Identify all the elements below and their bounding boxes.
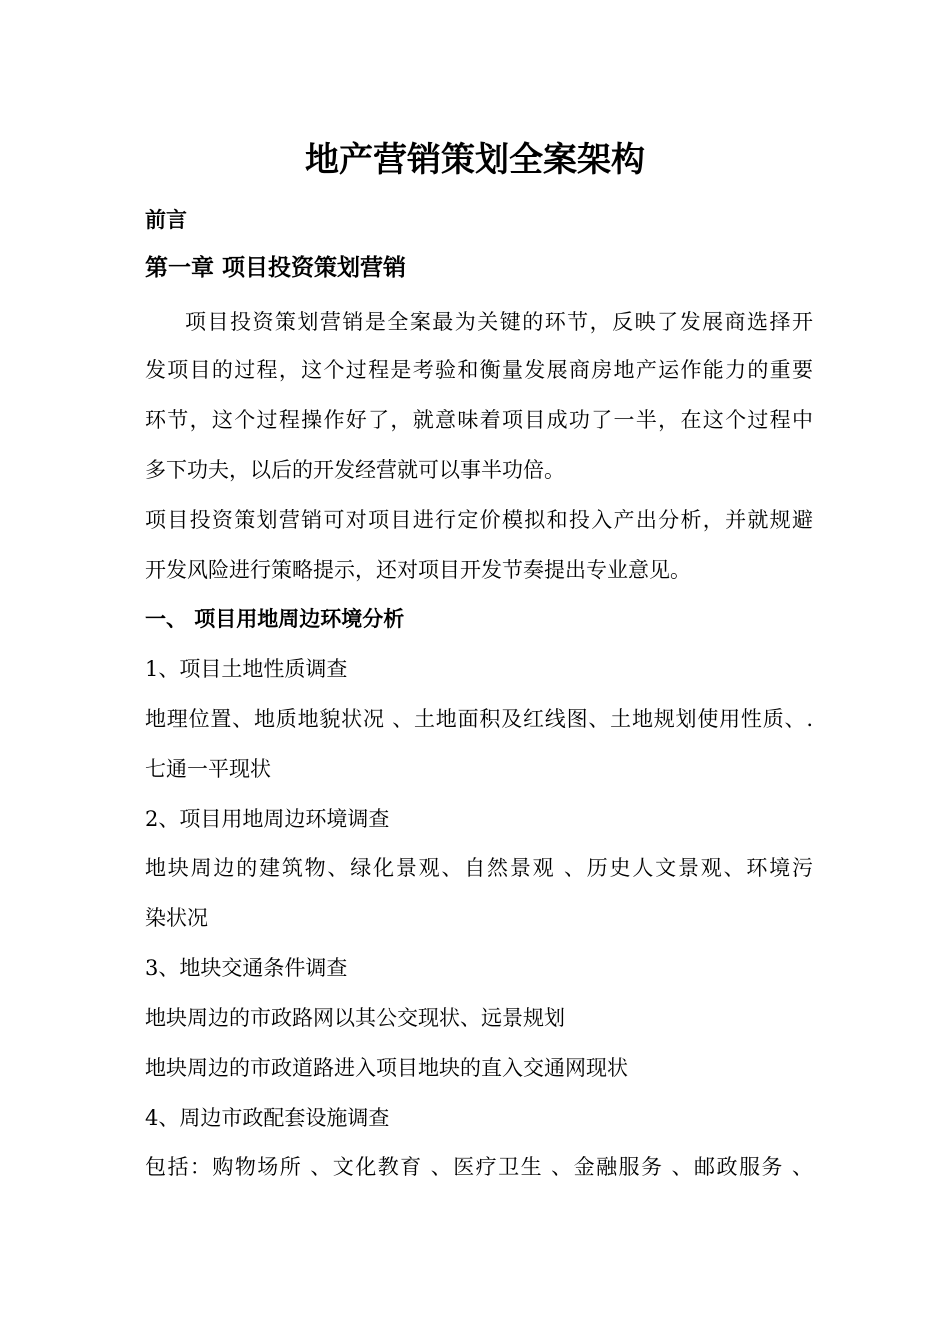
- item-3-title: 3、地块交通条件调查: [145, 956, 348, 980]
- preface-heading: 前言: [145, 208, 187, 232]
- paragraph-2-line-1: 项目投资策划营销可对项目进行定价模拟和投入产出分析，并就规避: [145, 508, 813, 532]
- paragraph-1-line-3: 环节，这个过程操作好了，就意味着项目成功了一半，在这个过程中: [145, 408, 813, 432]
- item-1-body-line-1: 地理位置、地质地貌状况 、土地面积及红线图、土地规划使用性质、.: [145, 707, 813, 731]
- paragraph-1-line-2: 发项目的过程，这个过程是考验和衡量发展商房地产运作能力的重要: [145, 358, 813, 382]
- item-2-body-line-1: 地块周边的建筑物、绿化景观、自然景观 、历史人文景观、环境污: [145, 856, 813, 880]
- section-1-heading: 一、 项目用地周边环境分析: [145, 607, 405, 631]
- item-4-title: 4、周边市政配套设施调查: [145, 1106, 390, 1130]
- paragraph-2-line-2: 开发风险进行策略提示，还对项目开发节奏提出专业意见。: [145, 558, 691, 582]
- document-title: 地产营销策划全案架构: [305, 140, 645, 180]
- item-1-title: 1、项目土地性质调查: [145, 657, 348, 681]
- item-3-body-line-2: 地块周边的市政道路进入项目地块的直入交通网现状: [145, 1056, 628, 1080]
- paragraph-1-line-4: 多下功夫，以后的开发经营就可以事半功倍。: [145, 458, 565, 482]
- item-1-body-line-2: 七通一平现状: [145, 757, 271, 781]
- item-4-body-line-1: 包括：购物场所 、文化教育 、医疗卫生 、金融服务 、邮政服务 、: [145, 1155, 813, 1179]
- item-2-title: 2、项目用地周边环境调查: [145, 807, 390, 831]
- chapter-1-heading: 第一章 项目投资策划营销: [145, 255, 407, 281]
- item-2-body-line-2: 染状况: [145, 906, 208, 930]
- paragraph-1-line-1: 项目投资策划营销是全案最为关键的环节，反映了发展商选择开: [185, 310, 813, 334]
- item-3-body-line-1: 地块周边的市政路网以其公交现状、远景规划: [145, 1006, 565, 1030]
